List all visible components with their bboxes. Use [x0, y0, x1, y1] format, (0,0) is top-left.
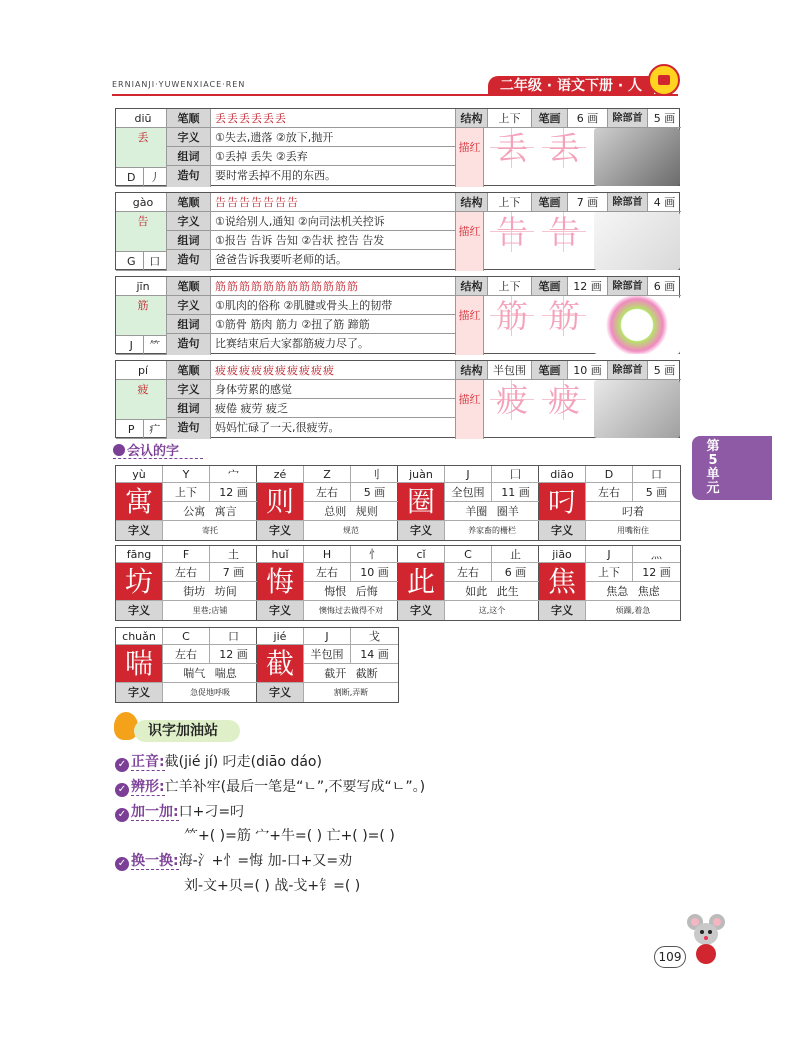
chubushou-value: 5 画: [648, 109, 681, 128]
char-glyph: 告: [116, 212, 167, 252]
trace-box[interactable]: 疲: [490, 380, 534, 420]
recognize-bihua: 12 画: [210, 645, 257, 664]
bihua-label: 笔画: [532, 109, 568, 128]
station-title: 识字加油站: [134, 720, 240, 742]
recognize-jiegou: 左右: [163, 645, 210, 664]
recognize-zuci: 悔恨 后悔: [304, 582, 398, 601]
illustration-image: [594, 128, 680, 186]
recognize-definition: 懊悔过去做得不对: [319, 606, 383, 615]
jiayijia-row: [115, 802, 244, 822]
bishun-value: 告告告告告告告: [211, 193, 456, 212]
zhengyin-tag: 正音:: [131, 754, 165, 770]
header-pinyin-title: ERNIANJI·YUWENXIACE·REN: [112, 80, 246, 89]
recognize-glyph: 坊: [116, 563, 163, 601]
index-radical: ⺮: [143, 336, 167, 354]
recognize-glyph: 悔: [257, 563, 304, 601]
recognize-definition: 急促地呼吸: [190, 688, 230, 697]
bihua-label: 笔画: [532, 361, 568, 380]
recognize-letter: Z: [304, 466, 351, 483]
char-glyph: 筋: [116, 296, 167, 336]
unit-side-tab[interactable]: [692, 436, 772, 500]
huanyihuan-tag: 换一换:: [131, 853, 179, 869]
zaoju-value: 爸爸告诉我要听老师的话。: [211, 250, 456, 271]
char-card: [115, 276, 680, 354]
zuci-label: 组词: [167, 147, 211, 166]
zuci-value: ①筋骨 筋肉 筋力 ②扭了筋 蹄筋: [211, 315, 456, 334]
index-radical: 口: [143, 252, 167, 270]
recognize-ziyi-label: 字义: [539, 521, 586, 540]
ziyi-label: 字义: [167, 296, 211, 315]
jiayijia-exercise[interactable]: ⺮+( )=筋 宀+牛=( ) 亡+( )=( ): [184, 828, 395, 844]
recognize-jiegou: 上下: [163, 483, 210, 502]
zaoju-value: 妈妈忙碌了一天,很疲劳。: [211, 418, 456, 439]
miaohong-label: 描红: [456, 380, 484, 439]
char-pinyin: diū: [116, 109, 167, 128]
recognize-jiegou: 全包围: [445, 483, 492, 502]
zaoju-label: 造句: [167, 418, 211, 439]
index-letter: P: [127, 423, 135, 436]
trace-box[interactable]: 丢: [542, 128, 586, 168]
section-underline: [113, 458, 203, 459]
recognize-letter: J: [304, 628, 351, 645]
unit-tab-char: 5: [708, 453, 718, 468]
jiayijia-example: 口+刁=叼: [178, 804, 245, 820]
recognize-radical: 戈: [351, 628, 398, 645]
recognize-jiegou: 半包围: [304, 645, 351, 664]
recognize-radical: 囗: [492, 466, 539, 483]
zhengyin-row: [115, 752, 322, 772]
ziyi-value: ①失去,遗落 ②放下,抛开: [211, 128, 456, 147]
bianxing-text: 亡羊补牢(最后一笔是“ㄴ”,不要写成“ㄴ”。): [164, 779, 426, 795]
recognize-jiegou: 左右: [445, 563, 492, 582]
trace-box[interactable]: 告: [490, 212, 534, 252]
recognize-bihua: 12 画: [210, 483, 257, 502]
recognize-radical: 宀: [210, 466, 257, 483]
illustration-image: [594, 296, 680, 354]
char-pinyin: jīn: [116, 277, 167, 296]
char-glyph: 丢: [116, 128, 167, 168]
char-index: [116, 336, 167, 355]
recognize-glyph: 喘: [116, 645, 163, 683]
char-index: [116, 420, 167, 439]
char-card: [115, 108, 680, 186]
zuci-value: 疲倦 疲劳 疲乏: [211, 399, 456, 418]
recognize-pinyin: juàn: [398, 466, 445, 483]
zuci-value: ①报告 告诉 告知 ②告状 控告 告发: [211, 231, 456, 250]
miaohong-label: 描红: [456, 296, 484, 355]
bianxing-row: [115, 777, 425, 797]
chubushou-value: 6 画: [648, 277, 681, 296]
recognize-ziyi-label: 字义: [257, 683, 304, 702]
recognize-pinyin: huǐ: [257, 546, 304, 563]
recognize-grid: [115, 465, 681, 541]
jiegou-label: 结构: [456, 109, 488, 128]
ziyi-value: ①肌肉的俗称 ②肌腱或骨头上的韧带: [211, 296, 456, 315]
miaohong-label: 描红: [456, 128, 484, 187]
recognize-item: [257, 546, 398, 620]
check-icon: ✓: [115, 758, 129, 772]
zaoju-label: 造句: [167, 334, 211, 355]
char-pinyin: pí: [116, 361, 167, 380]
zhengyin-text: 截(jié jí) 叼走(diāo dáo): [164, 754, 322, 770]
jiegou-label: 结构: [456, 277, 488, 296]
index-letter: J: [129, 339, 133, 352]
ziyi-value: 身体劳累的感觉: [211, 380, 456, 399]
recognize-definition: 里巷;店铺: [192, 606, 228, 615]
recognize-jiegou: 上下: [586, 563, 633, 582]
recognize-jiegou: 左右: [163, 563, 210, 582]
chubushou-label: 除部首: [608, 361, 648, 380]
recognize-bihua: 14 画: [351, 645, 398, 664]
recognize-pinyin: yù: [116, 466, 163, 483]
recognize-letter: D: [586, 466, 633, 483]
huanyihuan-exercise[interactable]: 刘-文+贝=( ) 战-戈+钅=( ): [184, 878, 361, 894]
recognize-glyph: 此: [398, 563, 445, 601]
jiegou-label: 结构: [456, 193, 488, 212]
recognize-item: [257, 466, 398, 540]
recognize-ziyi-label: 字义: [116, 521, 163, 540]
ziyi-label: 字义: [167, 212, 211, 231]
illustration-image: [594, 380, 680, 438]
index-radical: 疒: [143, 420, 167, 438]
check-icon: ✓: [115, 857, 129, 871]
recognize-bihua: 6 画: [492, 563, 539, 582]
char-card: [115, 192, 680, 270]
recognize-grid: [115, 545, 681, 621]
recognize-definition: 规范: [343, 526, 359, 535]
recognize-pinyin: chuǎn: [116, 628, 163, 645]
recognize-pinyin: cǐ: [398, 546, 445, 563]
zaoju-value: 要时常丢掉不用的东西。: [211, 166, 456, 187]
recognize-definition: 烦躁,着急: [615, 606, 651, 615]
bihua-value: 7 画: [568, 193, 608, 212]
recognize-definition: 用嘴衔住: [617, 526, 649, 535]
recognize-letter: C: [163, 628, 210, 645]
jiegou-value: 上下: [488, 277, 532, 296]
recognize-letter: J: [445, 466, 492, 483]
chubushou-value: 5 画: [648, 361, 681, 380]
bishun-value: 筋筋筋筋筋筋筋筋筋筋筋筋: [211, 277, 456, 296]
recognize-letter: Y: [163, 466, 210, 483]
recognize-bihua: 10 画: [351, 563, 398, 582]
recognize-section-title: 会认的字: [113, 440, 179, 459]
recognize-item: [257, 628, 398, 702]
recognize-ziyi-label: 字义: [257, 601, 304, 620]
bihua-value: 12 画: [568, 277, 608, 296]
recognize-glyph: 寓: [116, 483, 163, 521]
recognize-glyph: 截: [257, 645, 304, 683]
recognize-item: [398, 546, 539, 620]
bihua-label: 笔画: [532, 193, 568, 212]
bihua-value: 10 画: [568, 361, 608, 380]
mouse-mascot-icon: [686, 912, 726, 966]
recognize-radical: 止: [492, 546, 539, 563]
book-badge-icon: [648, 64, 680, 96]
bishun-label: 笔顺: [167, 193, 211, 212]
unit-tab-char: 单: [706, 467, 720, 482]
unit-tab-char: 第: [706, 439, 720, 454]
bishun-label: 笔顺: [167, 109, 211, 128]
recognize-item: [116, 546, 257, 620]
huanyihuan-example: 海-氵+忄=悔 加-口+又=劝: [178, 853, 353, 869]
jiegou-value: 上下: [488, 193, 532, 212]
trace-box[interactable]: 丢: [490, 128, 534, 168]
char-index: [116, 252, 167, 271]
recognize-ziyi-label: 字义: [398, 601, 445, 620]
recognize-zuci: 叼着: [586, 502, 680, 521]
ziyi-label: 字义: [167, 380, 211, 399]
recognize-ziyi-label: 字义: [539, 601, 586, 620]
recognize-grid: [115, 627, 399, 703]
trace-box[interactable]: 筋: [490, 296, 534, 336]
chubushou-label: 除部首: [608, 193, 648, 212]
recognize-jiegou: 左右: [586, 483, 633, 502]
char-glyph: 疲: [116, 380, 167, 420]
recognize-definition: 割断,弄断: [333, 688, 369, 697]
recognize-item: [116, 466, 257, 540]
recognize-bihua: 5 画: [351, 483, 398, 502]
recognize-item: [116, 628, 257, 702]
bishun-value: 丢丢丢丢丢丢: [211, 109, 456, 128]
jiegou-value: 上下: [488, 109, 532, 128]
recognize-pinyin: zé: [257, 466, 304, 483]
recognize-radical: 口: [633, 466, 680, 483]
check-icon: [113, 444, 125, 456]
bianxing-tag: 辨形:: [131, 779, 165, 795]
recognize-glyph: 则: [257, 483, 304, 521]
huanyihuan-row: [115, 851, 352, 871]
bihua-value: 6 画: [568, 109, 608, 128]
recognize-letter: F: [163, 546, 210, 563]
zuci-label: 组词: [167, 399, 211, 418]
check-icon: ✓: [115, 808, 129, 822]
recognize-glyph: 叼: [539, 483, 586, 521]
recognize-ziyi-label: 字义: [398, 521, 445, 540]
recognize-pinyin: jié: [257, 628, 304, 645]
recognize-pinyin: fāng: [116, 546, 163, 563]
ziyi-value: ①说给别人,通知 ②向司法机关控诉: [211, 212, 456, 231]
recognize-zuci: 焦急 焦虑: [586, 582, 680, 601]
recognize-ziyi-label: 字义: [116, 683, 163, 702]
char-card: [115, 360, 680, 438]
recognize-zuci: 喘气 喘息: [163, 664, 257, 683]
recognize-bihua: 7 画: [210, 563, 257, 582]
char-index: [116, 168, 167, 187]
zuci-value: ①丢掉 丢失 ②丢弃: [211, 147, 456, 166]
index-letter: D: [127, 171, 136, 184]
recognize-definition: 养家畜的栅栏: [468, 526, 516, 535]
recognize-bihua: 12 画: [633, 563, 680, 582]
ziyi-label: 字义: [167, 128, 211, 147]
recognize-pinyin: diāo: [539, 466, 586, 483]
unit-tab-char: 元: [706, 481, 720, 496]
recognize-definition: 这,这个: [478, 606, 506, 615]
recognize-radical: 忄: [351, 546, 398, 563]
recognize-bihua: 5 画: [633, 483, 680, 502]
zuci-label: 组词: [167, 231, 211, 250]
jiegou-value: 半包围: [488, 361, 532, 380]
chubushou-label: 除部首: [608, 277, 648, 296]
page-number: 109: [654, 946, 686, 968]
zaoju-value: 比赛结束后大家都筋疲力尽了。: [211, 334, 456, 355]
recognize-radical: 土: [210, 546, 257, 563]
index-radical: 丿: [143, 168, 167, 186]
recognize-item: [539, 466, 680, 540]
recognize-glyph: 圈: [398, 483, 445, 521]
recognize-pinyin: jiāo: [539, 546, 586, 563]
recognize-definition: 寄托: [202, 526, 218, 535]
trace-box[interactable]: 告: [542, 212, 586, 252]
char-pinyin: gào: [116, 193, 167, 212]
check-icon: ✓: [115, 783, 129, 797]
trace-box[interactable]: 筋: [542, 296, 586, 336]
zuci-label: 组词: [167, 315, 211, 334]
recognize-bihua: 11 画: [492, 483, 539, 502]
miaohong-label: 描红: [456, 212, 484, 271]
illustration-image: [594, 212, 680, 270]
recognize-zuci: 街坊 坊间: [163, 582, 257, 601]
bishun-label: 笔顺: [167, 361, 211, 380]
bishun-label: 笔顺: [167, 277, 211, 296]
jiegou-label: 结构: [456, 361, 488, 380]
recognize-zuci: 羊圈 圈羊: [445, 502, 539, 521]
jiayijia-tag: 加一加:: [131, 804, 179, 820]
recognize-zuci: 总则 规则: [304, 502, 398, 521]
index-letter: G: [126, 255, 136, 268]
recognize-letter: C: [445, 546, 492, 563]
recognize-zuci: 公寓 寓言: [163, 502, 257, 521]
recognize-radical: 口: [210, 628, 257, 645]
chubushou-label: 除部首: [608, 109, 648, 128]
recognize-ziyi-label: 字义: [257, 521, 304, 540]
trace-box[interactable]: 疲: [542, 380, 586, 420]
recognize-letter: H: [304, 546, 351, 563]
recognize-jiegou: 左右: [304, 483, 351, 502]
recognize-item: [539, 546, 680, 620]
recognize-glyph: 焦: [539, 563, 586, 601]
recognize-ziyi-label: 字义: [116, 601, 163, 620]
zaoju-label: 造句: [167, 250, 211, 271]
recognize-zuci: 如此 此生: [445, 582, 539, 601]
bihua-label: 笔画: [532, 277, 568, 296]
recognize-radical: 灬: [633, 546, 680, 563]
zaoju-label: 造句: [167, 166, 211, 187]
header-book-title: 二年级 · 语文下册 · 人: [488, 76, 654, 96]
recognize-zuci: 截开 截断: [304, 664, 398, 683]
recognize-item: [398, 466, 539, 540]
recognize-jiegou: 左右: [304, 563, 351, 582]
bishun-value: 疲疲疲疲疲疲疲疲疲疲: [211, 361, 456, 380]
chubushou-value: 4 画: [648, 193, 681, 212]
recognize-letter: J: [586, 546, 633, 563]
recognize-radical: 刂: [351, 466, 398, 483]
